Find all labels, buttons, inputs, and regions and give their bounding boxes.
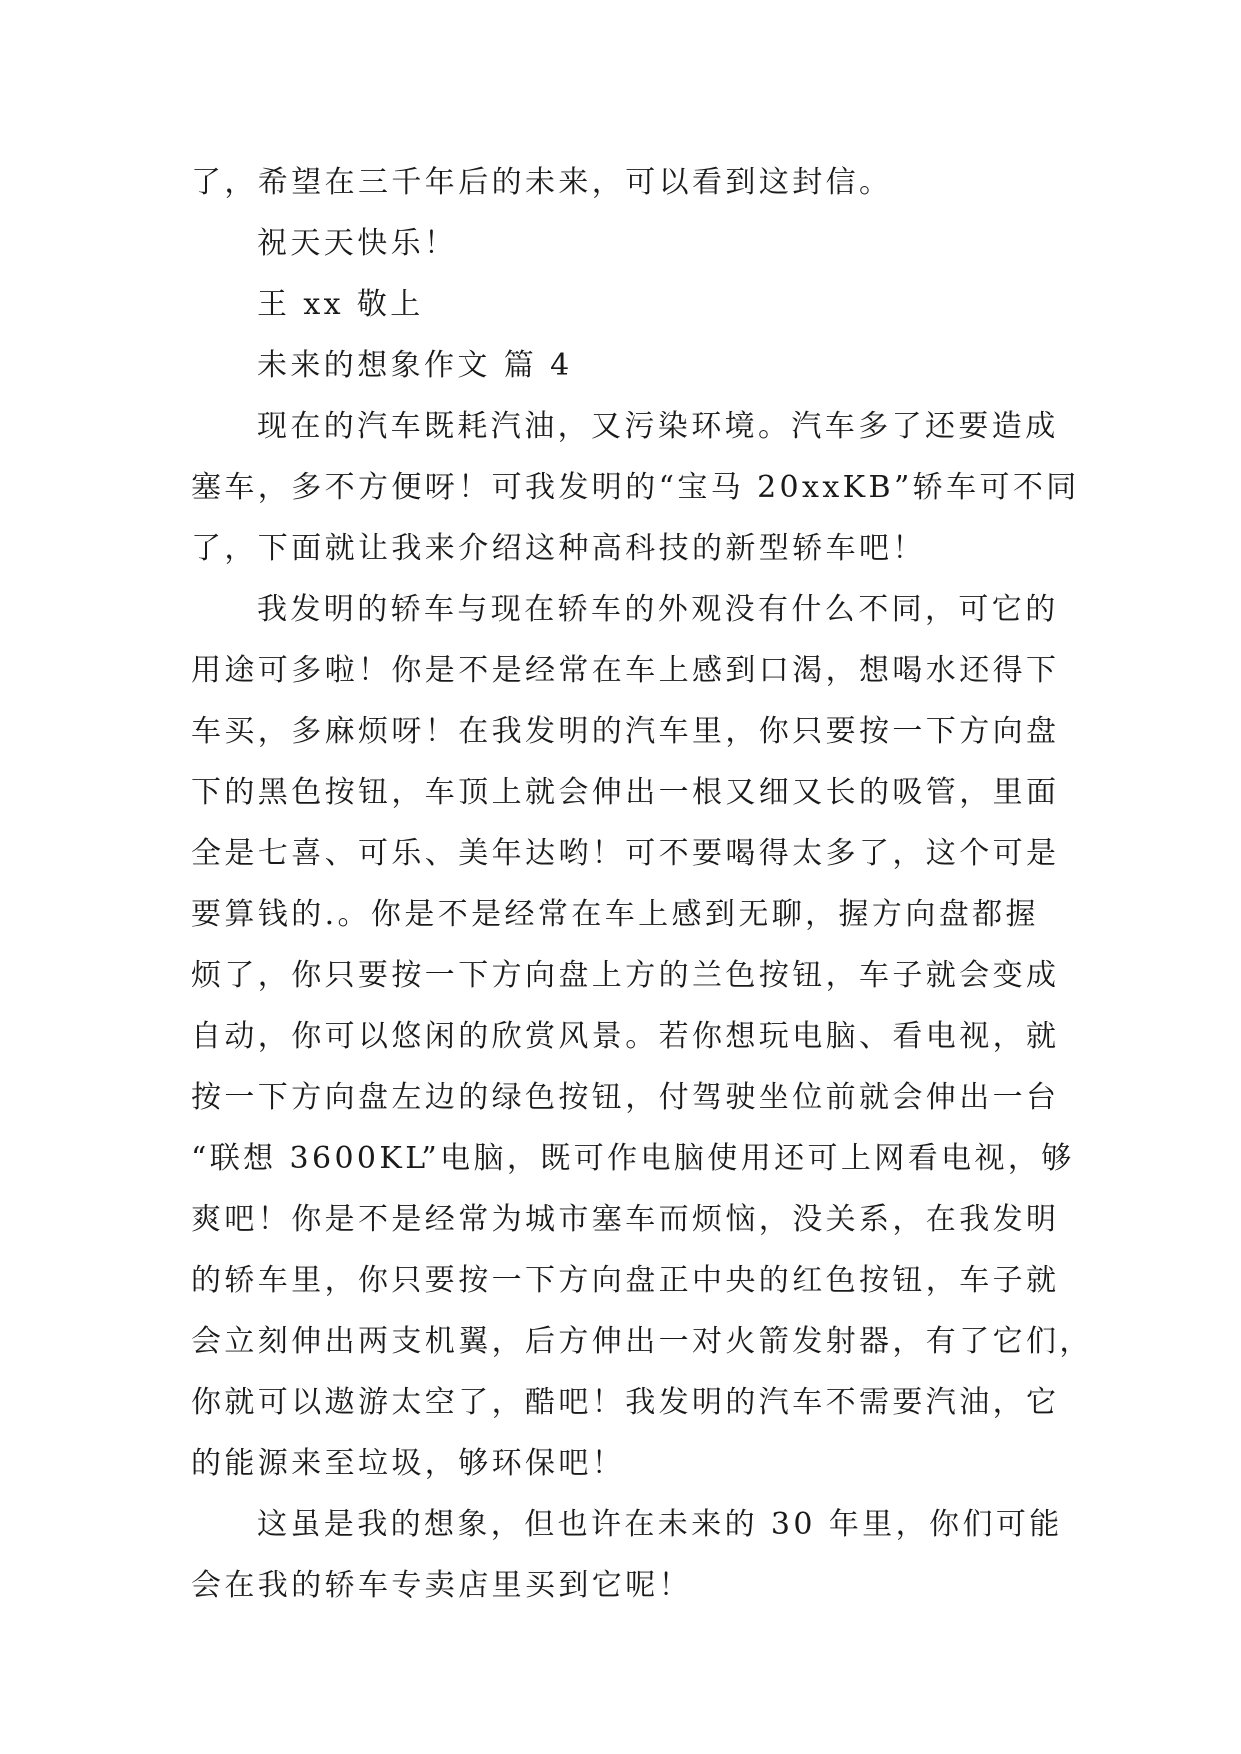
text-line: 的能源来至垃圾，够环保吧！ [191,1446,626,1481]
text-line: 下的黑色按钮，车顶上就会伸出一根又细又长的吸管，里面 [191,775,1060,810]
text-line: 塞车，多不方便呀！可我发明的“宝马 20xxKB”轿车可不同 [191,470,1080,505]
text-line: 按一下方向盘左边的绿色按钮，付驾驶坐位前就会伸出一台 [191,1080,1060,1115]
text-line: 这虽是我的想象，但也许在未来的 30 年里，你们可能 [257,1507,1063,1542]
text-line: 车买，多麻烦呀！在我发明的汽车里，你只要按一下方向盘 [191,714,1060,749]
text-line: 要算钱的.。你是不是经常在车上感到无聊，握方向盘都握 [191,897,1039,932]
text-line: 了，下面就让我来介绍这种高科技的新型轿车吧！ [191,531,926,566]
text-line: 会立刻伸出两支机翼，后方伸出一对火箭发射器，有了它们， [191,1324,1093,1359]
text-line: 烦了，你只要按一下方向盘上方的兰色按钮，车子就会变成 [191,958,1060,993]
text-line: “联想 3600KL”电脑，既可作电脑使用还可上网看电视，够 [191,1141,1075,1176]
text-line: 现在的汽车既耗汽油，又污染环境。汽车多了还要造成 [257,409,1059,444]
text-line: 你就可以遨游太空了，酷吧！我发明的汽车不需要汽油，它 [191,1385,1060,1420]
text-line: 王 xx 敬上 [257,287,424,322]
text-line: 的轿车里，你只要按一下方向盘正中央的红色按钮，车子就 [191,1263,1060,1298]
text-line: 自动，你可以悠闲的欣赏风景。若你想玩电脑、看电视，就 [191,1019,1060,1054]
text-line: 会在我的轿车专卖店里买到它呢！ [191,1568,692,1603]
document-page [191,152,1093,1616]
text-line: 我发明的轿车与现在轿车的外观没有什么不同，可它的 [257,592,1059,627]
text-line: 未来的想象作文 篇 4 [257,348,573,383]
text-line: 了，希望在三千年后的未来，可以看到这封信。 [191,165,893,200]
text-line: 全是七喜、可乐、美年达哟！可不要喝得太多了，这个可是 [191,836,1060,871]
text-line: 用途可多啦！你是不是经常在车上感到口渴，想喝水还得下 [191,653,1060,688]
text-line: 爽吧！你是不是经常为城市塞车而烦恼，没关系，在我发明 [191,1202,1060,1237]
text-line: 祝天天快乐！ [257,226,458,261]
